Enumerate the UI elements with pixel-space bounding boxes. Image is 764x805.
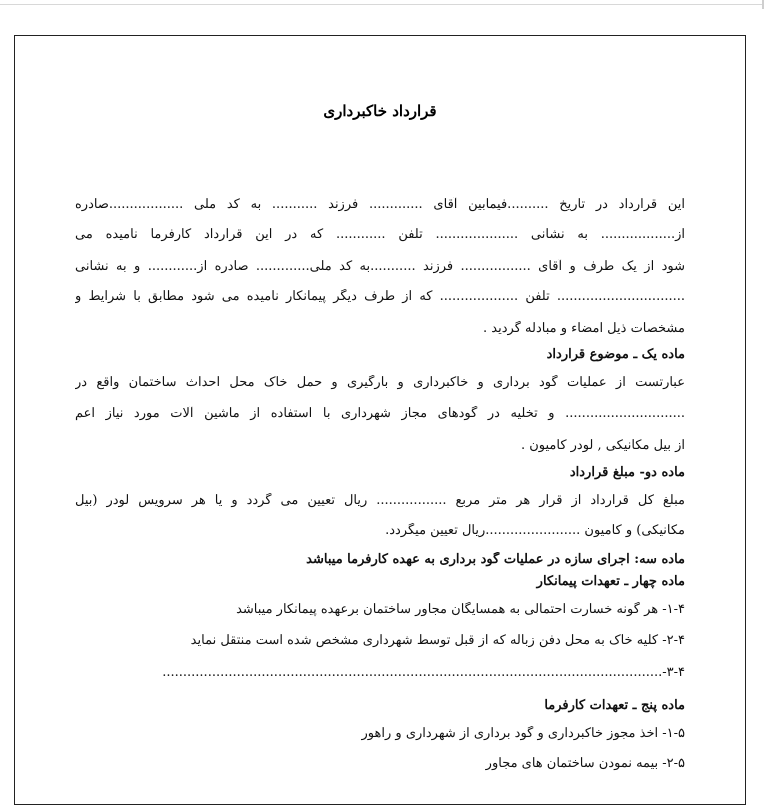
- document-body: [15, 36, 745, 804]
- paragraph-line: عبارتست از عملیات گود برداری و خاکبرداری و بارگیری و حمل خاک محل احداث ساختمان واقع در: [75, 375, 685, 390]
- paragraph-line: از.................. به نشانی .................... تلفن ............ که در این قرارداد کارفرما نامیده می: [75, 227, 685, 242]
- paragraph-line: ............................. و تخلیه در گودهای مجاز شهرداری با استفاده از ماشین آلات مورد نیاز اعم: [75, 406, 685, 421]
- paragraph-line: شود از یک طرف و آقای ................. فرزند ...........به کد ملی............. صادره از............ و به نشانی: [75, 259, 685, 274]
- document-frame: [14, 35, 746, 805]
- list-item: ۱-۴- هر گونه خسارت احتمالی به همسایگان مجاور ساختمان برعهده پیمانکار میباشد: [236, 602, 685, 617]
- paragraph-line: این قرارداد در تاریخ ..........فیمابین آقای ............. فرزند ........... به کد ملی ..................صادره: [75, 197, 685, 212]
- paragraph-line: مشخصات ذیل امضاء و مبادله گردید .: [483, 321, 685, 336]
- list-item: ۳-۴-.........................................................................................................................: [162, 665, 685, 680]
- section-heading-2: ماده دو- مبلغ قرارداد: [569, 465, 685, 480]
- document-title: قرارداد خاکبرداری: [323, 102, 437, 120]
- section-heading-3: ماده سه: اجرای سازه در عملیات گود برداری به عهده کارفرما میباشد: [306, 552, 685, 567]
- paragraph-line: مکانیکی) و کامیون .......................ریال تعیین میگردد.: [385, 523, 685, 538]
- page-top-rule: [0, 4, 764, 5]
- list-item: ۲-۵- بیمه نمودن ساختمان های مجاور: [485, 756, 685, 771]
- paragraph-line: مبلغ کل قرارداد از قرار هر متر مربع ................. ریال تعیین می گردد و یا هر سرویس لودر (بیل: [75, 493, 685, 508]
- section-heading-1: ماده یک ـ موضوع قرارداد: [546, 347, 685, 362]
- list-item: ۲-۴- کلیه خاک به محل دفن زباله که از قبل توسط شهرداری مشخص شده است منتقل نماید: [190, 633, 685, 648]
- section-heading-4: ماده چهار ـ تعهدات پیمانکار: [536, 574, 685, 589]
- paragraph-line: ............................... تلفن ................... که از طرف دیگر پیمانکار نامیده می شود مطابق با شرایط و: [75, 289, 685, 304]
- paragraph-line: از بیل مکانیکی , لودر کامیون .: [520, 438, 685, 453]
- section-heading-5: ماده پنج ـ تعهدات کارفرما: [544, 698, 685, 713]
- list-item: ۱-۵- اخذ مجوز خاکبرداری و گود برداری از شهرداری و راهور: [361, 726, 685, 741]
